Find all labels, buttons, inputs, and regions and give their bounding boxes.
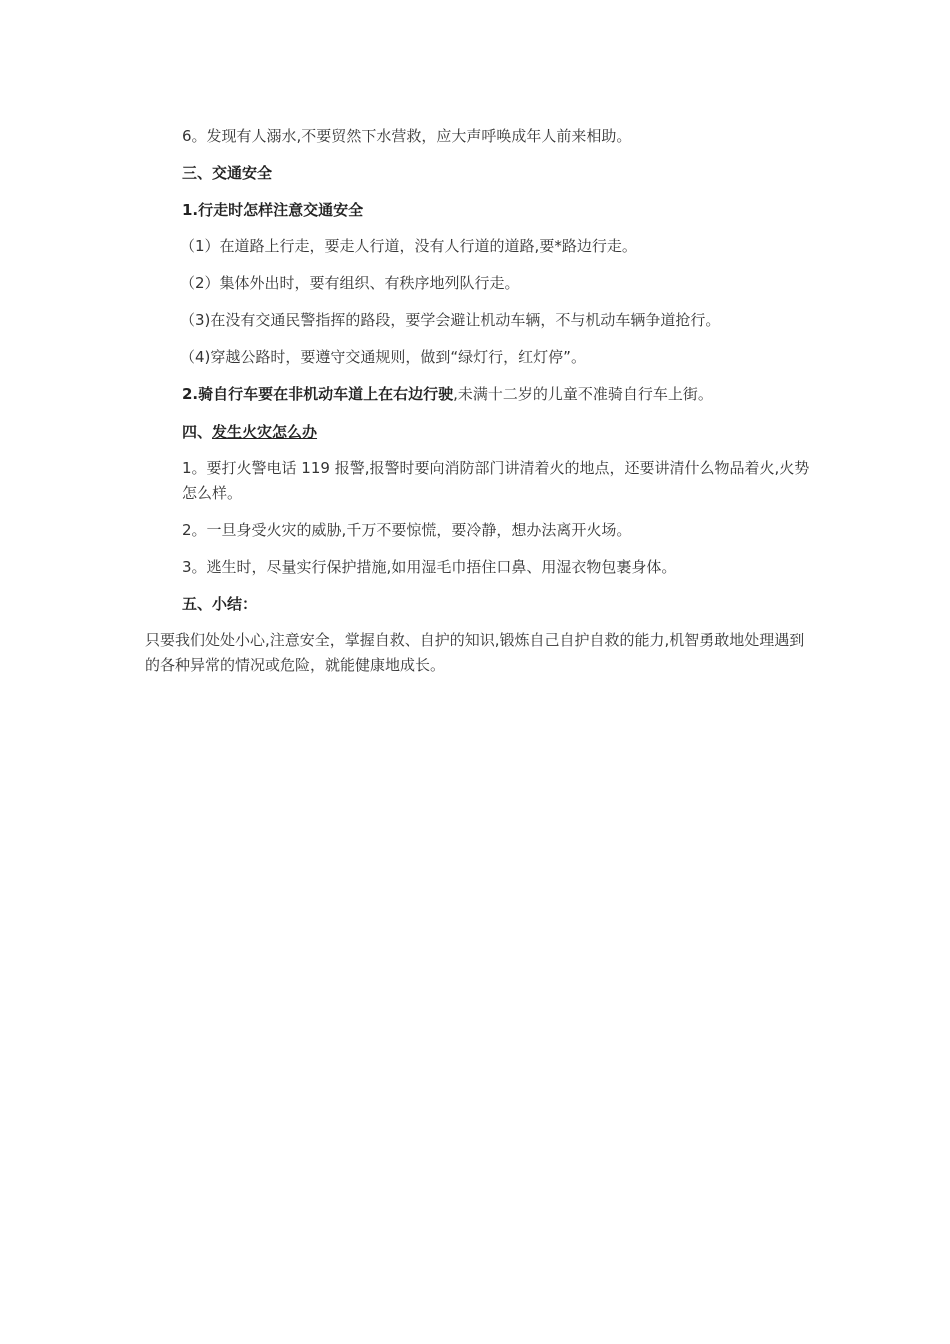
fire-call-text: 1。要打火警电话 119 报警,报警时要向消防部门讲清着火的地点，还要讲清什么物品着火,火势怎么样。 bbox=[182, 459, 810, 502]
bicycle-rule-bold: 2.骑自行车要在非机动车道上在右边行驶 bbox=[182, 385, 454, 403]
heading-traffic-safety: 三、交通安全 bbox=[182, 164, 273, 182]
paragraph-escape: 3。逃生时，尽量实行保护措施,如用湿毛巾捂住口鼻、用湿衣物包裹身体。 bbox=[182, 558, 677, 576]
list-item-crossing-road: （4)穿越公路时，要遵守交通规则，做到“绿灯行，红灯停”。 bbox=[180, 348, 586, 366]
heading-fire-title: 发生火灾怎么办 bbox=[212, 423, 318, 441]
list-item-yield-vehicles: （3)在没有交通民警指挥的路段，要学会避让机动车辆，不与机动车辆争道抢行。 bbox=[180, 311, 721, 329]
heading-fire bbox=[182, 420, 317, 444]
heading-fire-prefix: 四、 bbox=[182, 423, 213, 441]
paragraph-stay-calm: 2。一旦身受火灾的威胁,千万不要惊慌，要冷静，想办法离开火场。 bbox=[182, 521, 632, 539]
paragraph-summary: 只要我们处处小心,注意安全，掌握自救、自护的知识,锻炼自己自护自救的能力,机智勇敢地处理遇到的各种异常的情况或危险，就能健康地成长。 bbox=[145, 631, 805, 674]
paragraph-bicycle-rule bbox=[182, 382, 713, 406]
list-item-sidewalk: （1）在道路上行走，要走人行道，没有人行道的道路,要*路边行走。 bbox=[180, 237, 637, 255]
bicycle-rule-rest: ,未满十二岁的儿童不准骑自行车上街。 bbox=[453, 385, 713, 403]
paragraph-fire-call bbox=[145, 456, 810, 506]
paragraph-drowning-tip: 6。发现有人溺水,不要贸然下水营救，应大声呼唤成年人前来相助。 bbox=[182, 127, 632, 145]
subheading-walking-safety: 1.行走时怎样注意交通安全 bbox=[182, 201, 364, 219]
heading-summary: 五、小结： bbox=[182, 595, 258, 613]
list-item-group-outing: （2）集体外出时，要有组织、有秩序地列队行走。 bbox=[180, 274, 520, 292]
